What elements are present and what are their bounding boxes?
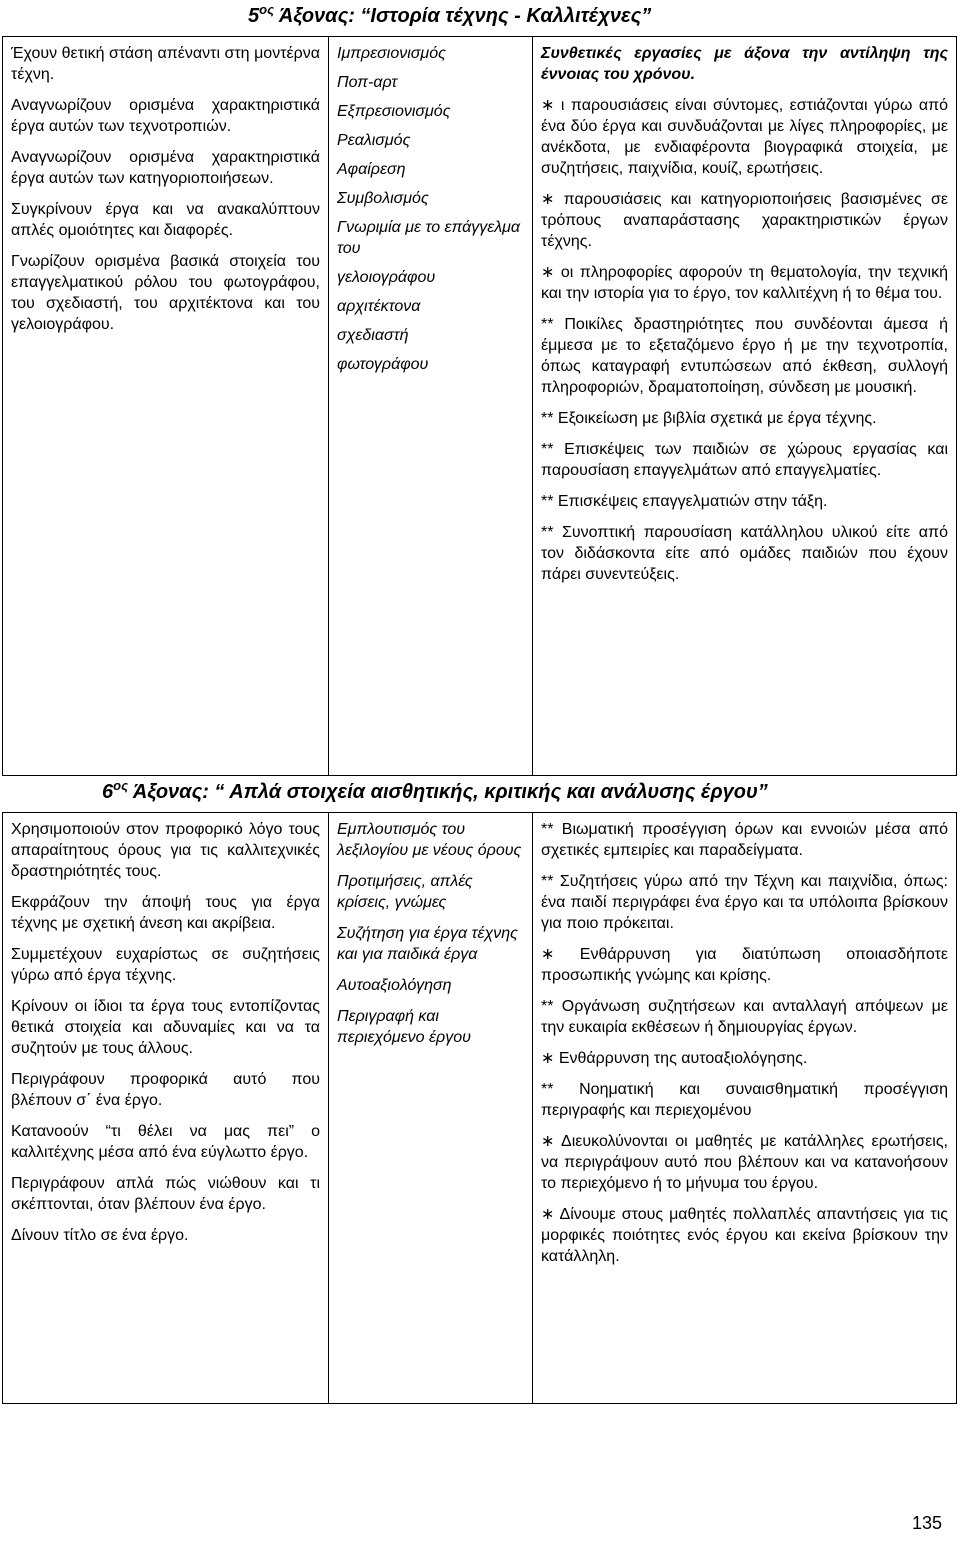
topic-item: Περιγραφή και περιεχόμενο έργου: [337, 1008, 471, 1046]
topic-item: Ποπ-αρτ: [337, 74, 398, 91]
objective-item: Έχουν θετική στάση απέναντι στη μοντέρνα τέχνη.: [11, 45, 320, 83]
activity-item: ∗ Ενθάρρυνση της αυτοαξιολόγησης.: [541, 1050, 808, 1067]
section6-heading: $6^{o\varsigma}$ Άξονας: “ Απλά στοιχεία αισθητικής, κριτικής και ανάλυσης έργου”: [102, 778, 768, 803]
section6-topics-column: [328, 813, 532, 1403]
topic-item: Αυτοαξιολόγηση: [337, 977, 452, 994]
objective-item: Συγκρίνουν έργα και να ανακαλύπτουν απλές ομοιότητες και διαφορές.: [11, 201, 320, 239]
activity-item: ** Οργάνωση συζητήσεων και ανταλλαγή απόψεων με την ευκαιρία εκθέσεων ή δημιουργίας έργων.: [541, 998, 948, 1036]
section6-objectives-column: [3, 813, 328, 1403]
activity-item: ** Ποικίλες δραστηριότητες που συνδέονται άμεσα ή έμμεσα με το εξεταζόμενο έργο ή με την τεχνοτροπία, όπως καταγραφή εντυπώσεων από έκθεση, συλλογή πληροφοριών, δραματοποίηση, σύνδεση με μουσική.: [541, 316, 948, 396]
topic-item: φωτογράφου: [337, 356, 429, 373]
topic-item: σχεδιαστή: [337, 327, 409, 344]
section5-topics-column: [328, 37, 532, 775]
objective-item: Αναγνωρίζουν ορισμένα χαρακτηριστικά έργα αυτών των τεχνοτροπιών.: [11, 97, 320, 135]
objective-item: Κρίνουν οι ίδιοι τα έργα τους εντοπίζοντας θετικά στοιχεία και αδυναμίες και να τα συζητούν με τους άλλους.: [11, 998, 320, 1057]
objective-item: Αναγνωρίζουν ορισμένα χαρακτηριστικά έργα αυτών των κατηγοριοποιήσεων.: [11, 149, 320, 187]
activity-item: ∗ οι πληροφορίες αφορούν τη θεματολογία, την τεχνική και την ιστορία για το έργο, τον καλλιτέχνη ή το θέμα του.: [541, 264, 948, 302]
activity-item: ∗ Ενθάρρυνση για διατύπωση οποιασδήποτε προσωπικής γνώμης και κρίσης.: [541, 946, 948, 984]
topic-item: Εμπλουτισμός του λεξιλογίου με νέους όρους: [337, 821, 522, 859]
objective-item: Κατανοούν “τι θέλει να μας πει” ο καλλιτέχνης μέσα από ένα εύγλωττο έργο.: [11, 1123, 320, 1161]
objective-item: Γνωρίζουν ορισμένα βασικά στοιχεία του επαγγελματικού ρόλου του φωτογράφου, του σχεδιαστή, του αρχιτέκτονα και του γελοιογράφου.: [11, 253, 320, 333]
activity-item: ** Νοηματική και συναισθηματική προσέγγιση περιγραφής και περιεχομένου: [541, 1081, 948, 1119]
topic-item: Συζήτηση για έργα τέχνης και για παιδικά έργα: [337, 925, 518, 963]
activity-item: ∗ Διευκολύνονται οι μαθητές με κατάλληλες ερωτήσεις, να περιγράψουν αυτό που βλέπουν και να κατανοήσουν το περιεχόμενο ή το μήνυμα του έργου.: [541, 1133, 948, 1192]
activity-item: ** Βιωματική προσέγγιση όρων και εννοιών μέσα από σχετικές εμπειρίες και παραδείγματα.: [541, 821, 948, 859]
objective-item: Περιγράφουν προφορικά αυτό που βλέπουν σ΄ ένα έργο.: [11, 1071, 320, 1109]
section5-activities-column: [532, 37, 956, 775]
section5-objectives-column: [3, 37, 328, 775]
activity-item: ** Εξοικείωση με βιβλία σχετικά με έργα τέχνης.: [541, 410, 877, 427]
section5-heading: $5^{o\varsigma}$ Άξονας: “Ιστορία τέχνης - Καλλιτέχνες”: [248, 2, 652, 27]
activity-item: ** Συνοπτική παρουσίαση κατάλληλου υλικού είτε από τον διδάσκοντα είτε από ομάδες παιδιών που έχουν πάρει συνεντεύξεις.: [541, 524, 948, 583]
activity-item: ** Συζητήσεις γύρω από την Τέχνη και παιχνίδια, όπως: ένα παιδί περιγράφει ένα έργο και τα υπόλοιπα βρίσκουν για ποιο πρόκειται.: [541, 873, 948, 932]
activity-item: ∗ Δίνουμε στους μαθητές πολλαπλές απαντήσεις για τις μορφικές ποιότητες ενός έργου και εκείνα βρίσκουν την κατάλληλη.: [541, 1206, 948, 1265]
section5-table: [2, 36, 957, 776]
topic-item: Ρεαλισμός: [337, 132, 411, 149]
section6-table: [2, 812, 957, 1404]
topic-item: Γνωριμία με το επάγγελμα του: [337, 219, 520, 257]
objective-item: Εκφράζουν την άποψή τους για έργα τέχνης με σχετική άνεση και ακρίβεια.: [11, 894, 320, 932]
topic-item: Προτιμήσεις, απλές κρίσεις, γνώμες: [337, 873, 473, 911]
page-number: 135: [911, 1513, 942, 1533]
activities-heading: Συνθετικές εργασίες με άξονα την αντίληψη της έννοιας του χρόνου.: [541, 45, 948, 83]
topic-item: Συμβολισμός: [337, 190, 429, 207]
topic-item: Εξπρεσιονισμός: [337, 103, 451, 120]
topic-item: γελοιογράφου: [337, 269, 436, 286]
objective-item: Περιγράφουν απλά πώς νιώθουν και τι σκέπτονται, όταν βλέπουν ένα έργο.: [11, 1175, 320, 1213]
topic-item: αρχιτέκτονα: [337, 298, 421, 315]
activity-item: ∗ παρουσιάσεις και κατηγοριοποιήσεις βασισμένες σε τρόπους αναπαράστασης χαρακτηριστικών έργων τέχνης.: [541, 191, 948, 250]
activity-item: ** Επισκέψεις των παιδιών σε χώρους εργασίας και παρουσίαση επαγγελμάτων από επαγγελματίες.: [541, 441, 948, 479]
topic-item: Αφαίρεση: [337, 161, 406, 178]
activity-item: ** Επισκέψεις επαγγελματιών στην τάξη.: [541, 493, 828, 510]
activity-item: ∗ ι παρουσιάσεις είναι σύντομες, εστιάζονται γύρω από ένα δύο έργα και συνδυάζονται με λίγες πληροφορίες, με ανέκδοτα, με ενδιαφέροντα βιογραφικά στοιχεία, με συζητήσεις, παιχνίδια, κουίζ, ερωτήσεις.: [541, 97, 948, 177]
section6-activities-column: [532, 813, 956, 1403]
objective-item: Συμμετέχουν ευχαρίστως σε συζητήσεις γύρω από έργα τέχνης.: [11, 946, 320, 984]
objective-item: Χρησιμοποιούν στον προφορικό λόγο τους απαραίτητους όρους για τις καλλιτεχνικές δραστηριότητές τους.: [11, 821, 320, 880]
objective-item: Δίνουν τίτλο σε ένα έργο.: [11, 1227, 189, 1244]
topic-item: Ιμπρεσιονισμός: [337, 45, 446, 62]
